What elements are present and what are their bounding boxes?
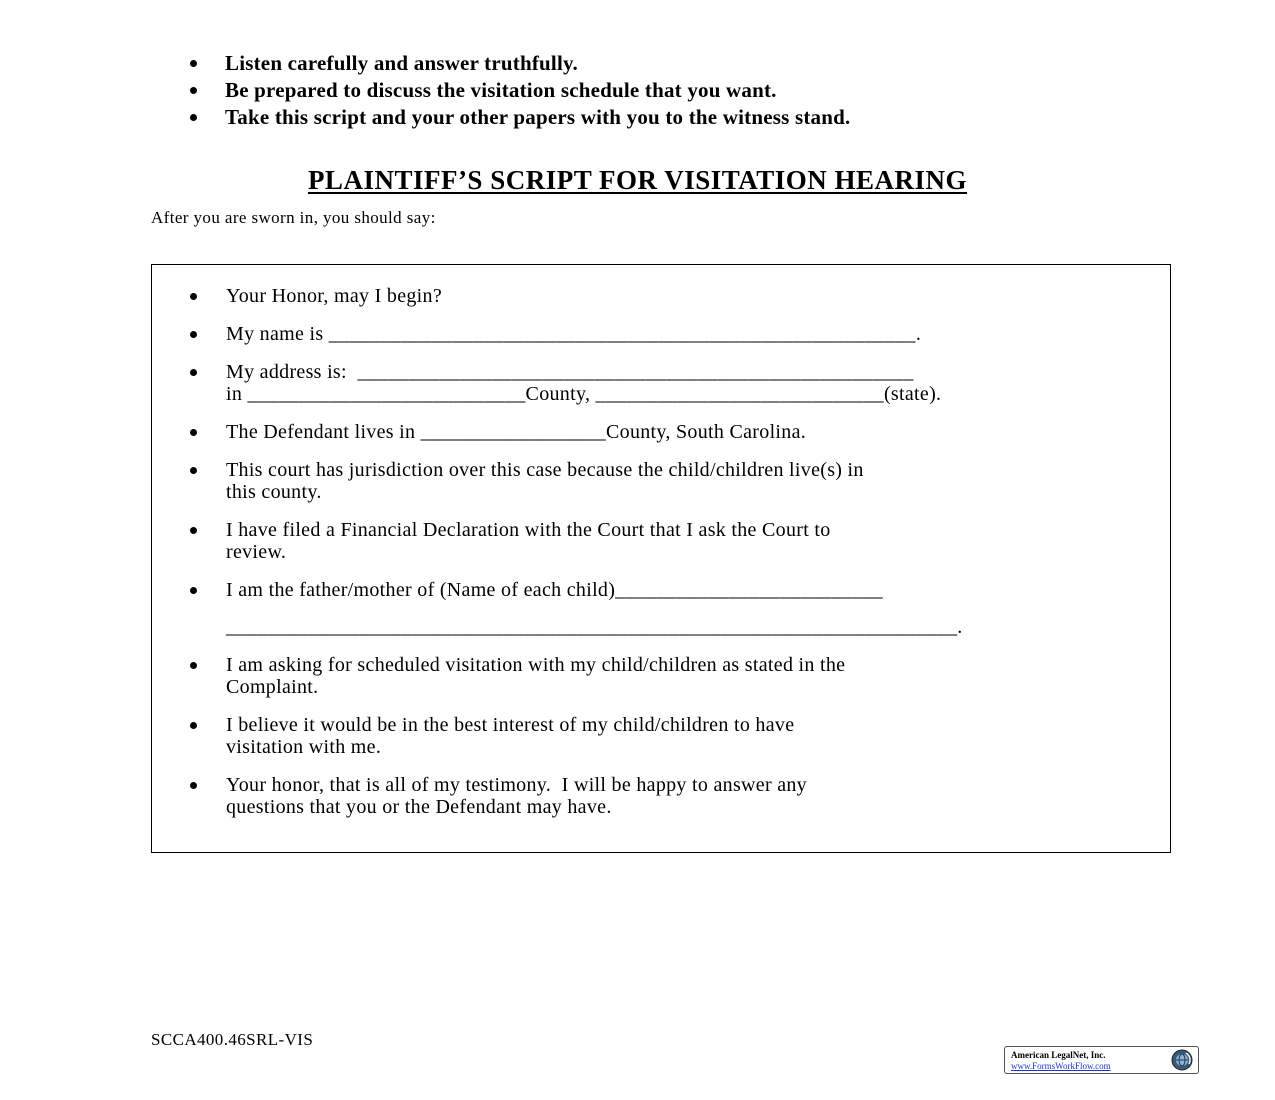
- script-line: review.: [226, 541, 287, 563]
- bullet-icon: [190, 114, 197, 121]
- instruction-item: [190, 50, 1170, 77]
- script-list: [190, 285, 1130, 834]
- script-line: My address is: ______________________________________________________: [226, 361, 914, 383]
- globe-icon: [1171, 1049, 1193, 1071]
- script-line: in ___________________________County, ____________________________(state).: [226, 383, 942, 405]
- script-line: I believe it would be in the best interest of my child/children to have: [226, 714, 795, 736]
- bullet-icon: [190, 60, 197, 67]
- bullet-icon: [190, 293, 197, 300]
- bullet-icon: [190, 331, 197, 338]
- bullet-icon: [190, 722, 197, 729]
- instruction-list: [190, 50, 1170, 131]
- instruction-item: [190, 77, 1170, 104]
- instruction-text: Be prepared to discuss the visitation schedule that you want.: [225, 78, 777, 102]
- script-line: questions that you or the Defendant may have.: [226, 796, 612, 818]
- bullet-icon: [190, 369, 197, 376]
- script-line: visitation with me.: [226, 736, 382, 758]
- script-item-visitation-request: [190, 654, 1130, 698]
- script-item-begin: [190, 285, 1130, 307]
- publisher-logo[interactable]: [1004, 1046, 1199, 1074]
- page-title-wrapper: [0, 160, 1275, 197]
- script-item-financial-declaration: [190, 519, 1130, 563]
- bullet-icon: [190, 782, 197, 789]
- script-item-name: [190, 323, 1130, 345]
- bullet-icon: [190, 429, 197, 436]
- script-item-jurisdiction: [190, 459, 1130, 503]
- script-line: Your Honor, may I begin?: [226, 285, 443, 307]
- script-line: This court has jurisdiction over this case because the child/children live(s) in: [226, 459, 864, 481]
- form-code: SCCA400.46SRL-VIS: [151, 1030, 314, 1049]
- logo-brand: American LegalNet, Inc.: [1011, 1050, 1106, 1060]
- bullet-icon: [190, 587, 197, 594]
- page-title: PLAINTIFF’S SCRIPT FOR VISITATION HEARING: [307, 165, 968, 195]
- instruction-item: [190, 104, 1170, 131]
- script-line: My name is _________________________________________________________.: [226, 323, 922, 345]
- script-item-best-interest: [190, 714, 1130, 758]
- instruction-text: Listen carefully and answer truthfully.: [225, 51, 578, 75]
- bullet-icon: [190, 467, 197, 474]
- script-item-closing: [190, 774, 1130, 818]
- script-item-address: [190, 361, 1130, 405]
- script-item-children: [190, 579, 1130, 638]
- instruction-text: Take this script and your other papers with you to the witness stand.: [225, 105, 851, 129]
- bullet-icon: [190, 527, 197, 534]
- script-line: Your honor, that is all of my testimony. I will be happy to answer any: [226, 774, 807, 796]
- bullet-icon: [190, 87, 197, 94]
- bullet-icon: [190, 662, 197, 669]
- script-line: The Defendant lives in __________________County, South Carolina.: [226, 421, 807, 443]
- script-line: this county.: [226, 481, 322, 503]
- script-line: Complaint.: [226, 676, 319, 698]
- script-line: _______________________________________________________________________.: [226, 616, 963, 638]
- script-line: I have filed a Financial Declaration with the Court that I ask the Court to: [226, 519, 831, 541]
- intro-text: After you are sworn in, you should say:: [151, 208, 436, 227]
- logo-site-link[interactable]: www.FormsWorkFlow.com: [1011, 1061, 1111, 1071]
- script-item-defendant-county: [190, 421, 1130, 443]
- script-line: I am the father/mother of (Name of each child)__________________________: [226, 579, 883, 601]
- script-box: [151, 264, 1171, 853]
- script-line: I am asking for scheduled visitation with my child/children as stated in the: [226, 654, 846, 676]
